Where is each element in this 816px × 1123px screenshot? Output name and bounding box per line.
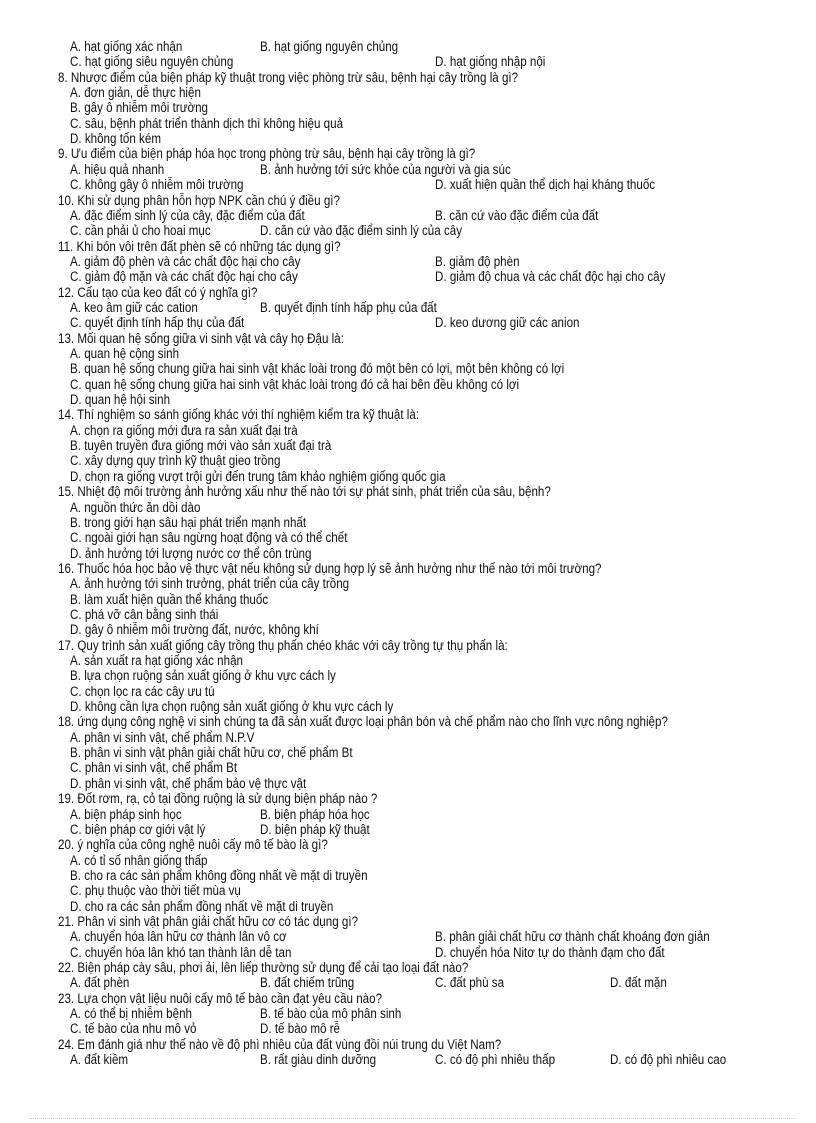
answer-option: D. hạt giống nhập nội [435, 54, 546, 69]
question-text: 17. Quy trình sản xuất giống cây trồng thụ phấn chéo khác với cây trồng tự thụ phấn là: [58, 638, 508, 653]
answer-option: B. tuyên truyền đưa giống mới vào sản xuất đại trà [70, 438, 332, 453]
answer-option: C. xây dựng quy trình kỹ thuật gieo trồng [70, 453, 281, 468]
answer-option: D. cho ra các sản phẩm đồng nhất về mặt di truyền [70, 899, 334, 914]
answer-option: C. cần phải ủ cho hoai mục [70, 223, 211, 238]
answer-option: C. đất phù sa [435, 975, 505, 990]
answer-option: A. sản xuất ra hạt giống xác nhận [70, 653, 243, 668]
answer-option: B. quan hệ sống chung giữa hai sinh vật khác loài trong đó một bên có lợi, một bên không có lợi [70, 361, 565, 376]
answer-option: C. chuyển hóa lân khó tan thành lân dễ tan [70, 945, 292, 960]
answer-option: C. ngoài giới hạn sâu ngừng hoạt động và có thể chết [70, 530, 348, 545]
question-text: 20. ý nghĩa của công nghệ nuôi cấy mô tế bào là gì? [58, 837, 328, 852]
answer-option: D. quan hệ hội sinh [70, 392, 171, 407]
answer-option: D. xuất hiện quần thể dịch hại kháng thuốc [435, 177, 656, 192]
page-bottom-divider [30, 1118, 796, 1119]
answer-option: D. không tốn kém [70, 131, 161, 146]
answer-option: C. quan hệ sống chung giữa hai sinh vật khác loài trong đó cả hai bên đều không có lợi [70, 377, 520, 392]
answer-option: D. ảnh hưởng tới lượng nước cơ thể côn trùng [70, 546, 312, 561]
answer-option: B. làm xuất hiện quần thể kháng thuốc [70, 592, 269, 607]
question-text: 22. Biện pháp cày sâu, phơi ải, lên liếp thường sử dụng để cải tạo loại đất nào? [58, 960, 469, 975]
answer-option: A. đặc điểm sinh lý của cây, đặc điểm của đất [70, 208, 305, 223]
answer-option: B. cho ra các sản phẩm không đồng nhất về mặt di truyền [70, 868, 368, 883]
answer-option: A. chọn ra giống mới đưa ra sản xuất đại trà [70, 423, 298, 438]
answer-option: D. phân vi sinh vật, chế phẩm bảo vệ thực vật [70, 776, 307, 791]
answer-option: B. ảnh hưởng tới sức khỏe của người và gia súc [260, 162, 511, 177]
answer-option: A. ảnh hưởng tới sinh trưởng, phát triển của cây trồng [70, 576, 350, 591]
answer-option: B. lựa chọn ruộng sản xuất giống ở khu vực cách ly [70, 668, 336, 683]
answer-option: A. có thể bị nhiễm bệnh [70, 1006, 192, 1021]
answer-option: A. chuyển hóa lân hữu cơ thành lân vô cơ [70, 929, 287, 944]
answer-option: D. keo dương giữ các anion [435, 315, 580, 330]
answer-option: D. có độ phì nhiêu cao [610, 1052, 727, 1067]
answer-option: D. giảm độ chua và các chất độc hại cho cây [435, 269, 666, 284]
answer-option: C. sâu, bệnh phát triển thành dịch thì không hiệu quả [70, 116, 344, 131]
answer-option: A. keo âm giữ các cation [70, 300, 198, 315]
answer-option: A. đất phèn [70, 975, 130, 990]
answer-option: D. căn cứ vào đặc điểm sinh lý của cây [260, 223, 463, 238]
question-text: 10. Khi sử dụng phân hỗn hợp NPK cần chú ý điều gì? [58, 193, 340, 208]
question-text: 15. Nhiệt độ môi trường ảnh hưởng xấu như thế nào tới sự phát sinh, phát triển của sâu, bệnh? [58, 484, 551, 499]
answer-option: A. phân vi sinh vật, chế phẩm N.P.V [70, 730, 255, 745]
question-text: 24. Em đánh giá như thế nào về độ phì nhiêu của đất vùng đồi núi trung du Việt Nam? [58, 1037, 502, 1052]
answer-option: C. phá vỡ cân bằng sinh thái [70, 607, 219, 622]
answer-option: C. có độ phì nhiêu thấp [435, 1052, 556, 1067]
question-text: 23. Lựa chọn vật liệu nuôi cấy mô tế bào cần đạt yêu cầu nào? [58, 991, 383, 1006]
question-text: 13. Mối quan hệ sống giữa vi sinh vật và cây họ Đậu là: [58, 331, 344, 346]
answer-option: A. giảm độ phèn và các chất độc hại cho cây [70, 254, 301, 269]
answer-option: B. giảm độ phèn [435, 254, 520, 269]
answer-option: B. gây ô nhiễm môi trường [70, 100, 209, 115]
answer-option: D. biện pháp kỹ thuật [260, 822, 370, 837]
answer-option: C. hạt giống siêu nguyên chủng [70, 54, 234, 69]
answer-option: D. đất mặn [610, 975, 667, 990]
answer-option: A. đất kiềm [70, 1052, 129, 1067]
answer-option: B. phân giải chất hữu cơ thành chất khoáng đơn giản [435, 929, 710, 944]
answer-option: B. biện pháp hóa học [260, 807, 370, 822]
answer-option: C. phụ thuộc vào thời tiết mùa vụ [70, 883, 241, 898]
answer-option: B. rất giàu dinh dưỡng [260, 1052, 377, 1067]
answer-option: A. hiệu quả nhanh [70, 162, 165, 177]
answer-option: B. tế bào của mô phân sinh [260, 1006, 402, 1021]
answer-option: D. tế bào mô rễ [260, 1021, 341, 1036]
answer-option: B. căn cứ vào đặc điểm của đất [435, 208, 599, 223]
answer-option: B. trong giới hạn sâu hại phát triển mạnh nhất [70, 515, 307, 530]
answer-option: D. chọn ra giống vượt trội gửi đến trung tâm khảo nghiệm giống quốc gia [70, 469, 446, 484]
answer-option: C. phân vi sinh vật, chế phẩm Bt [70, 760, 238, 775]
question-text: 12. Cấu tạo của keo đất có ý nghĩa gì? [58, 285, 258, 300]
answer-option: C. không gây ô nhiễm môi trường [70, 177, 244, 192]
question-text: 8. Nhược điểm của biện pháp kỹ thuật trong việc phòng trừ sâu, bệnh hại cây trồng là gì? [58, 70, 519, 85]
answer-option: A. biện pháp sinh học [70, 807, 182, 822]
answer-option: C. tế bào của nhu mô vỏ [70, 1021, 197, 1036]
question-text: 16. Thuốc hóa học bảo vệ thực vật nếu không sử dụng hợp lý sẽ ảnh hưởng như thế nào tới môi trường? [58, 561, 602, 576]
answer-option: D. chuyển hóa Nitơ tự do thành đạm cho đất [435, 945, 665, 960]
answer-option: A. nguồn thức ăn dồi dào [70, 500, 201, 515]
answer-option: A. quan hệ cộng sinh [70, 346, 180, 361]
answer-option: C. biện pháp cơ giới vật lý [70, 822, 206, 837]
answer-option: C. quyết định tính hấp thụ của đất [70, 315, 245, 330]
answer-option: B. phân vi sinh vật phân giải chất hữu cơ, chế phẩm Bt [70, 745, 353, 760]
question-text: 21. Phân vi sinh vật phân giải chất hữu cơ có tác dụng gì? [58, 914, 359, 929]
question-text: 14. Thí nghiệm so sánh giống khác với thí nghiệm kiểm tra kỹ thuật là: [58, 407, 420, 422]
answer-option: A. có tỉ số nhân giống thấp [70, 853, 208, 868]
answer-option: C. chọn lọc ra các cây ưu tú [70, 684, 215, 699]
question-text: 9. Ưu điểm của biện pháp hóa học trong phòng trừ sâu, bệnh hại cây trồng là gì? [58, 146, 476, 161]
question-text: 11. Khi bón vôi trên đất phèn sẽ có những tác dụng gì? [58, 239, 341, 254]
question-text: 18. ứng dụng công nghệ vi sinh chúng ta đã sản xuất được loại phân bón và chế phẩm nào cho lĩnh vực nông nghiệp? [58, 714, 668, 729]
answer-option: C. giảm độ mặn và các chất độc hại cho cây [70, 269, 298, 284]
answer-option: B. quyết định tính hấp phụ của đất [260, 300, 437, 315]
answer-option: A. đơn giản, dễ thực hiện [70, 85, 201, 100]
answer-option: B. hạt giống nguyên chủng [260, 39, 399, 54]
answer-option: B. đất chiếm trũng [260, 975, 355, 990]
answer-option: D. gây ô nhiễm môi trường đất, nước, không khí [70, 622, 319, 637]
answer-option: D. không cần lựa chọn ruộng sản xuất giống ở khu vực cách ly [70, 699, 394, 714]
question-text: 19. Đốt rơm, rạ, cỏ tại đồng ruộng là sử dụng biện pháp nào ? [58, 791, 378, 806]
answer-option: A. hạt giống xác nhận [70, 39, 183, 54]
